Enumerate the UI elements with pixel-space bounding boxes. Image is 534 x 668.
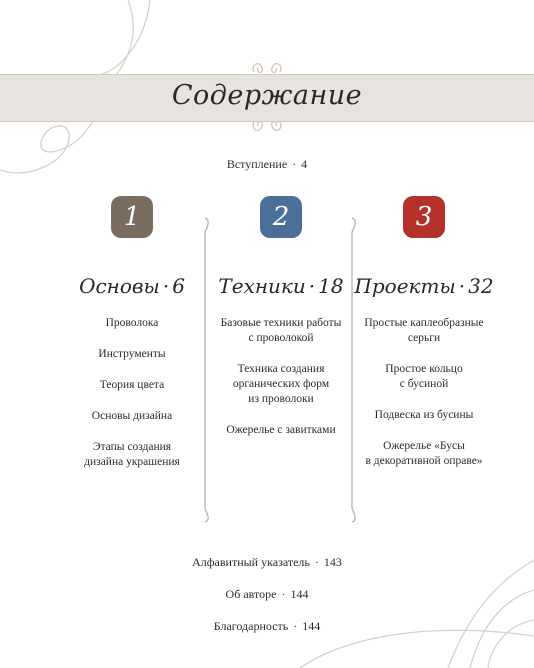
toc-item[interactable]: Основы дизайна bbox=[91, 410, 173, 422]
separator-dot: · bbox=[162, 274, 170, 298]
section-column-3 bbox=[352, 196, 496, 485]
section-2-heading[interactable] bbox=[209, 274, 353, 298]
intro-page: 4 bbox=[301, 157, 308, 171]
section-2-items bbox=[209, 316, 353, 438]
toc-item[interactable]: Техника создания органических форм из проволоки bbox=[232, 363, 330, 405]
section-1-items bbox=[60, 316, 204, 470]
toc-item[interactable]: Этапы создания дизайна украшения bbox=[84, 441, 180, 468]
toc-item[interactable]: Ожерелье «Бусы в декоративной оправе» bbox=[365, 440, 483, 467]
section-3-items bbox=[352, 316, 496, 469]
section-3-title: Проекты bbox=[354, 274, 456, 298]
section-2-page: 18 bbox=[318, 274, 344, 298]
section-1-title: Основы bbox=[79, 274, 160, 298]
section-column-1 bbox=[60, 196, 204, 486]
appendix-label: Об авторе bbox=[225, 587, 277, 601]
toc-item[interactable]: Простые каплеобразные серьги bbox=[364, 317, 484, 344]
toc-item[interactable]: Ожерелье с завитками bbox=[226, 424, 336, 436]
page-title: Содержание bbox=[171, 80, 363, 111]
toc-item[interactable]: Теория цвета bbox=[99, 379, 165, 391]
appendix-entry-index[interactable] bbox=[0, 555, 534, 570]
separator-dot: · bbox=[458, 274, 466, 298]
section-1-badge: 1 bbox=[111, 196, 153, 238]
separator-dot: · bbox=[281, 587, 286, 601]
section-3-page: 32 bbox=[468, 274, 494, 298]
separator-dot: · bbox=[292, 157, 297, 171]
separator-dot: · bbox=[314, 555, 319, 569]
intro-entry[interactable] bbox=[0, 157, 534, 172]
section-2-badge: 2 bbox=[260, 196, 302, 238]
appendix-entry-author[interactable] bbox=[0, 587, 534, 602]
appendix-page: 143 bbox=[323, 555, 342, 569]
appendix-page: 144 bbox=[302, 619, 321, 633]
section-column-2 bbox=[209, 196, 353, 454]
appendix-label: Алфавитный указатель bbox=[192, 555, 310, 569]
appendix-entry-thanks[interactable] bbox=[0, 619, 534, 634]
section-3-heading[interactable] bbox=[352, 274, 496, 298]
section-2-title: Техники bbox=[218, 274, 306, 298]
toc-item[interactable]: Базовые техники работы с проволокой bbox=[220, 317, 342, 344]
toc-item[interactable]: Подвеска из бусины bbox=[374, 409, 474, 421]
toc-item[interactable]: Простое кольцо с бусиной bbox=[385, 363, 463, 390]
toc-item[interactable]: Проволока bbox=[105, 317, 159, 329]
appendix-page: 144 bbox=[290, 587, 309, 601]
section-1-heading[interactable] bbox=[60, 274, 204, 298]
intro-label: Вступление bbox=[226, 157, 288, 171]
separator-dot: · bbox=[308, 274, 316, 298]
section-3-badge: 3 bbox=[403, 196, 445, 238]
section-1-page: 6 bbox=[172, 274, 185, 298]
toc-item[interactable]: Инструменты bbox=[98, 348, 166, 360]
separator-dot: · bbox=[293, 619, 298, 633]
appendix-label: Благодарность bbox=[213, 619, 289, 633]
